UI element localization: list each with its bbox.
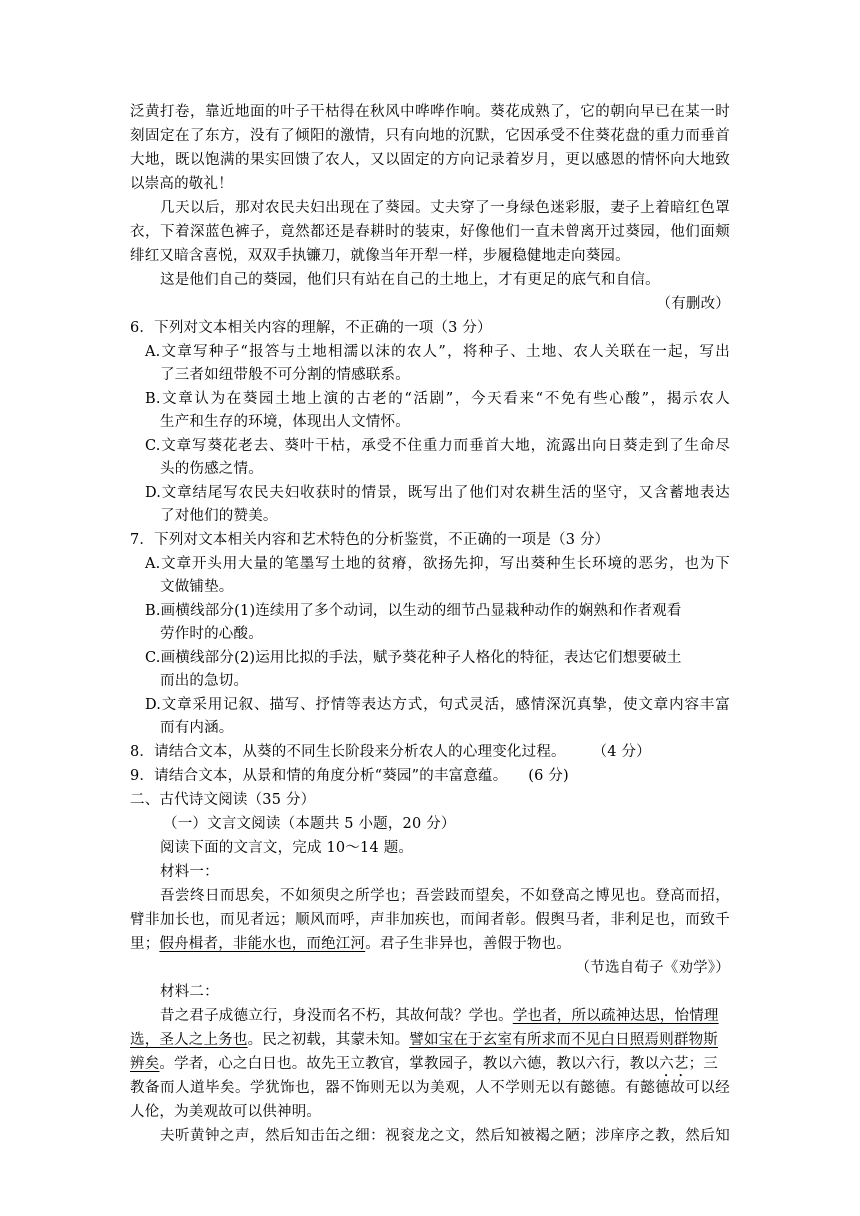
question-9-text: 9．请结合文本，从景和情的角度分析“葵园”的丰富意蕴。	[130, 768, 508, 784]
dotted-term: 六艺	[659, 1056, 689, 1072]
instruction: 阅读下面的文言文，完成 10～14 题。	[160, 840, 414, 856]
q7-option-d-cont: 而有内涵。	[160, 720, 234, 736]
underlined-sentence: 假舟楫者，非能水也，而绝江河	[159, 936, 366, 952]
question-9-score: (6 分)	[528, 768, 569, 784]
passage-line: 大地，既以饱满的果实回馈了农人，又以固定的方向记录着岁月，更以感恩的情怀向大地致	[130, 152, 730, 168]
passage-line: 绯红又暗含喜悦，双双手执镰刀，就像当年开犁一样，步履稳健地走向葵园。	[130, 248, 630, 264]
material-1-line: 吾尝终日而思矣，不如须臾之所学也；吾尝跂而望矣，不如登高之博见也。登高而招，	[160, 888, 730, 904]
material-2-line	[160, 1005, 730, 1027]
question-8	[130, 741, 730, 763]
q6-option-c: C.文章写葵花老去、葵叶干枯，承受不住重力而垂首大地，流露出向日葵走到了生命尽	[145, 438, 730, 454]
passage-line: 衣，下着深蓝色裤子，竟然都还是春耕时的装束，好像他们一直未曾离开过葵园，他们面颊	[130, 224, 730, 240]
passage-line: 几天以后，那对农民夫妇出现在了葵园。丈夫穿了一身绿色迷彩服，妻子上着暗红色罩	[160, 200, 730, 216]
question-8-score: （4 分）	[592, 744, 651, 760]
passage-line: 这是他们自己的葵园，他们只有站在自己的土地上，才有更足的底气和自信。	[160, 272, 660, 288]
text-span: 里；	[130, 936, 160, 952]
material-1-label: 材料一：	[160, 864, 219, 880]
q7-option-a: A.文章开头用大量的笔墨写土地的贫瘠，欲扬先抑，写出葵种生长环境的恶劣，也为下	[145, 556, 730, 572]
material-1-line: 臂非加长也，而见者远；顺风而呼，声非加疾也，而闻者彰。假舆马者，非利足也，而致千	[130, 912, 730, 928]
q6-option-d: D.文章结尾写农民夫妇收获时的情景，既写出了他们对农耕生活的坚守，又含蓄地表达	[145, 485, 730, 501]
question-6-stem: 6．下列对文本相关内容的理解，不正确的一项（3 分）	[130, 320, 492, 336]
q6-option-d-cont: 了对他们的赞美。	[160, 508, 278, 524]
material-2-line	[130, 1053, 730, 1080]
q6-option-b-cont: 生产和生存的环境，体现出人文情怀。	[160, 414, 410, 430]
q7-option-a-cont: 文做铺垫。	[160, 579, 234, 595]
text-span: 。学者，心之白日也。故先王立教官，掌教园子，教以六德，教以六行，教以	[159, 1056, 660, 1072]
q6-option-b: B.文章认为在葵园土地上演的古老的“活剧”，今天看来“不免有些心酸”，揭示农人	[145, 391, 730, 407]
q7-option-c: C.画横线部分(2)运用比拟的手法，赋予葵花种子人格化的特征，表达它们想要破土	[145, 650, 682, 666]
material-2-line: 教备而人道毕矣。学犹饰也，器不饰则无以为美观，人不学则无以有懿德。有懿德故可以经	[130, 1080, 730, 1096]
question-8-text: 8．请结合文本，从葵的不同生长阶段来分析农人的心理变化过程。	[130, 744, 566, 760]
text-span: 。君子生非异也，善假于物也。	[365, 936, 572, 952]
question-7-stem: 7．下列对文本相关内容和艺术特色的分析鉴赏，不正确的一项是（3 分）	[130, 532, 610, 548]
q6-option-a: A.文章写种子“报答与土地相濡以沫的农人”，将种子、土地、农人关联在一起，写出	[145, 344, 730, 360]
passage-line: 以崇高的敬礼！	[130, 176, 233, 192]
q7-option-b-cont: 劳作时的心酸。	[160, 626, 263, 642]
text-span: ；三	[688, 1056, 719, 1072]
revision-note: （有删改）	[656, 296, 730, 312]
material-1-line	[130, 933, 730, 955]
q6-option-a-cont: 了三者如纽带般不可分割的情感联系。	[160, 367, 410, 383]
question-9	[130, 765, 730, 787]
q7-option-d: D.文章采用记叙、描写、抒情等表达方式，句式灵活，感情深沉真挚，使文章内容丰富	[145, 697, 730, 713]
q7-option-b: B.画横线部分(1)连续用了多个动词，以生动的细节凸显栽种动作的娴熟和作者观看	[145, 603, 682, 619]
material-2-line	[130, 1029, 730, 1051]
q7-option-c-cont: 而出的急切。	[160, 673, 249, 689]
underlined-sentence: 选，圣人之上务也	[130, 1032, 248, 1048]
material-1-source: （节选自荀子《劝学》）	[575, 960, 730, 976]
underlined-sentence: 譬如宝在于玄室有所求而不见白日照焉则群物斯	[409, 1032, 719, 1048]
subsection-title: （一）文言文阅读（本题共 5 小题，20 分）	[163, 816, 456, 832]
q6-option-c-cont: 头的伤感之情。	[160, 461, 263, 477]
passage-line: 泛黄打卷，靠近地面的叶子干枯得在秋风中哗哗作响。葵花成熟了，它的朝向早已在某一时	[130, 104, 730, 120]
section-title: 二、古代诗文阅读（35 分）	[130, 792, 316, 808]
material-2-label: 材料二：	[160, 984, 219, 1000]
material-2-line: 人伦，为美观故可以供神明。	[130, 1104, 322, 1120]
text-span: 昔之君子成德立行，身没而名不朽，其故何哉？学也。	[160, 1008, 513, 1024]
material-3-line: 夫听黄钟之声，然后知击缶之细：视衮龙之文，然后知被褐之陋；涉庠序之教，然后知	[160, 1128, 730, 1144]
text-span: 。民之初载，其蒙未知。	[247, 1032, 410, 1048]
underlined-sentence: 辨矣	[130, 1056, 160, 1072]
passage-line: 刻固定在了东方，没有了倾阳的激情，只有向地的沉默，它因承受不住葵花盘的重力而垂首	[130, 128, 730, 144]
underlined-sentence: 学也者，所以疏神达思，怡情理	[512, 1008, 719, 1024]
